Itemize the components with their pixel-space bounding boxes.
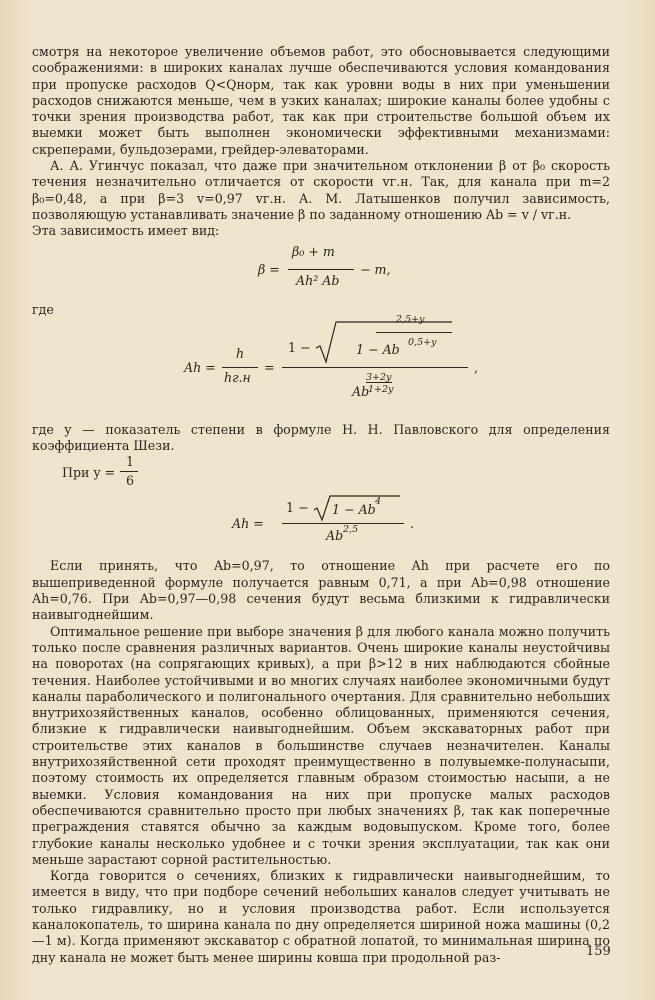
formula-ah-h-fraction-line <box>222 367 258 368</box>
formula-ah-den-exp-den: 1+2y <box>368 383 394 395</box>
paragraph-7: Оптимальное решение при выборе значения β для любого канала можно получить только после сравнения различных вариантов. Очень широкие каналы неустойчивы на поворотах (на сопрягающих кривых), а при β>12 в них наблюдаются сбойные течения. Наиболее устойчивыми и во многих случаях наиболее экономичными будут каналы параболического и полигонального очертания. Для сравнительно небольших внутрихозяйственных каналов, особенно облицованных, применяются сечения, близкие к гидравлически наивыгоднейшим. Объем экскаваторных работ при строительстве этих каналов в большинстве случаев незначителен. Каналы внутрихозяйственной сети проходят преимущественно в полувыемке-полунасыпи, поэтому стоимость их определяется главным образом стоимостью насыпи, а не выемки. Условия командования на них при пропуске малых расходов обеспечиваются сравнительно просто при любых значениях β, так как поперечные преграждения ставятся обычно за каждым водовыпуском. Кроме того, более глубокие каналы несколько удобнее и с точки зрения эксплуатации, так как они меньше зарастают сорной растительностью. <box>32 623 610 867</box>
condition-y <box>32 454 610 494</box>
formula-ah-den-base: Ab <box>352 383 370 399</box>
formula-beta-fraction-line <box>288 269 354 270</box>
text-column <box>32 44 610 966</box>
paragraph-4: где y — показатель степени в формуле Н. Н. Павловского для определения коэффициента Шези. <box>32 421 610 454</box>
condition-y-fraction-line <box>120 471 138 472</box>
formula-ah2-inner: 1 − Ab <box>332 502 376 518</box>
formula-ah-simplified <box>32 494 610 558</box>
formula-ah2-den-base: Ab <box>326 528 344 544</box>
formula-ah2-inner-exp: 4 <box>375 496 382 508</box>
formula-ah2-lhs: Ah = <box>232 516 264 532</box>
formula-ah-root-index: 2,5+y <box>396 313 425 325</box>
formula-ah-inner: 1 − Ab <box>356 341 400 357</box>
paragraph-6: Если принять, что Ab=0,97, то отношение Ah при расчете его по вышеприведенной формуле получается равным 0,71, а при Ab=0,98 отношение Ah=0,76. При Ab=0,97—0,98 сечения будут весьма близкими к гидравлически наивыгоднейшим. <box>32 558 610 623</box>
formula-beta-denominator: Ah² Ab <box>296 272 340 288</box>
formula-ah-index-bar <box>376 332 452 333</box>
formula-ah-hgn: hг.н <box>224 369 251 385</box>
formula-beta-lhs: β = <box>258 261 280 277</box>
formula-ah <box>32 313 610 422</box>
condition-y-den: 6 <box>126 473 135 489</box>
condition-y-text: При y = <box>62 465 116 481</box>
where-label-1: где <box>32 301 54 317</box>
paragraph-1: смотря на некоторое увеличение объемов работ, это обосновывается следующими соображениями: в широких каналах лучше обеспечиваются условия командования при пропуске расходов Q<Qнорм, так как уровни воды в них при уменьшении расходов снижаются меньше, чем в узких каналах; широкие каналы более удобны с точки зрения производства работ, так как при строительстве большой объем их выемки может быть выполнен экономически эффективными механизмами: скреперами, бульдозерами, грейдер-элеваторами. <box>32 44 610 157</box>
paragraph-8: Когда говорится о сечениях, близких к гидравлически наивыгоднейшим, то имеется в виду, что при подборе сечений небольших каналов следует учитывать не только гидравлику, но и условия производства работ. Если используется каналокопатель, то ширина канала по дну определяется шириной ножа машины (0,2—1 м). Когда применяют экскаватор с обратной лопатой, то минимальная ширина по дну канала не может быть менее ширины ковша при продольной раз- <box>32 868 610 965</box>
formula-ah-comma: , <box>474 359 479 375</box>
formula-beta <box>32 240 610 302</box>
formula-ah-eq: = <box>264 359 275 375</box>
formula-ah-den-exp-num: 3+2y <box>366 371 392 383</box>
formula-ah-main-fraction-line <box>282 367 468 368</box>
page-number: 159 <box>586 944 611 959</box>
formula-ah2-den-exp: 2,5 <box>343 524 359 536</box>
formula-ah2-one-minus: 1 − <box>286 500 309 516</box>
condition-y-num: 1 <box>126 454 135 470</box>
formula-beta-tail: − m, <box>360 261 391 277</box>
formula-ah-inner-exp: 0,5+y <box>408 336 437 348</box>
paragraph-2: А. А. Угинчус показал, что даже при значительном отклонении β от β₀ скорость течения незначительно отличается от скорости vг.н. Так, для канала при m=2 β₀=0,48, а при β=3 v=0,97 vг.н. А. М. Латышенков получил зависимость, позволяющую устанавливать значение β по заданному отношению Ab = v / vг.н. <box>32 158 610 222</box>
formula-ah-one-minus: 1 − <box>288 339 311 355</box>
formula-ah-h: h <box>236 345 245 361</box>
formula-beta-numerator: β₀ + m <box>292 243 335 259</box>
paragraph-3: Эта зависимость имеет вид: <box>32 223 220 239</box>
formula-ah-lhs: Ah = <box>184 359 216 375</box>
formula-ah2-dot: . <box>410 516 415 532</box>
